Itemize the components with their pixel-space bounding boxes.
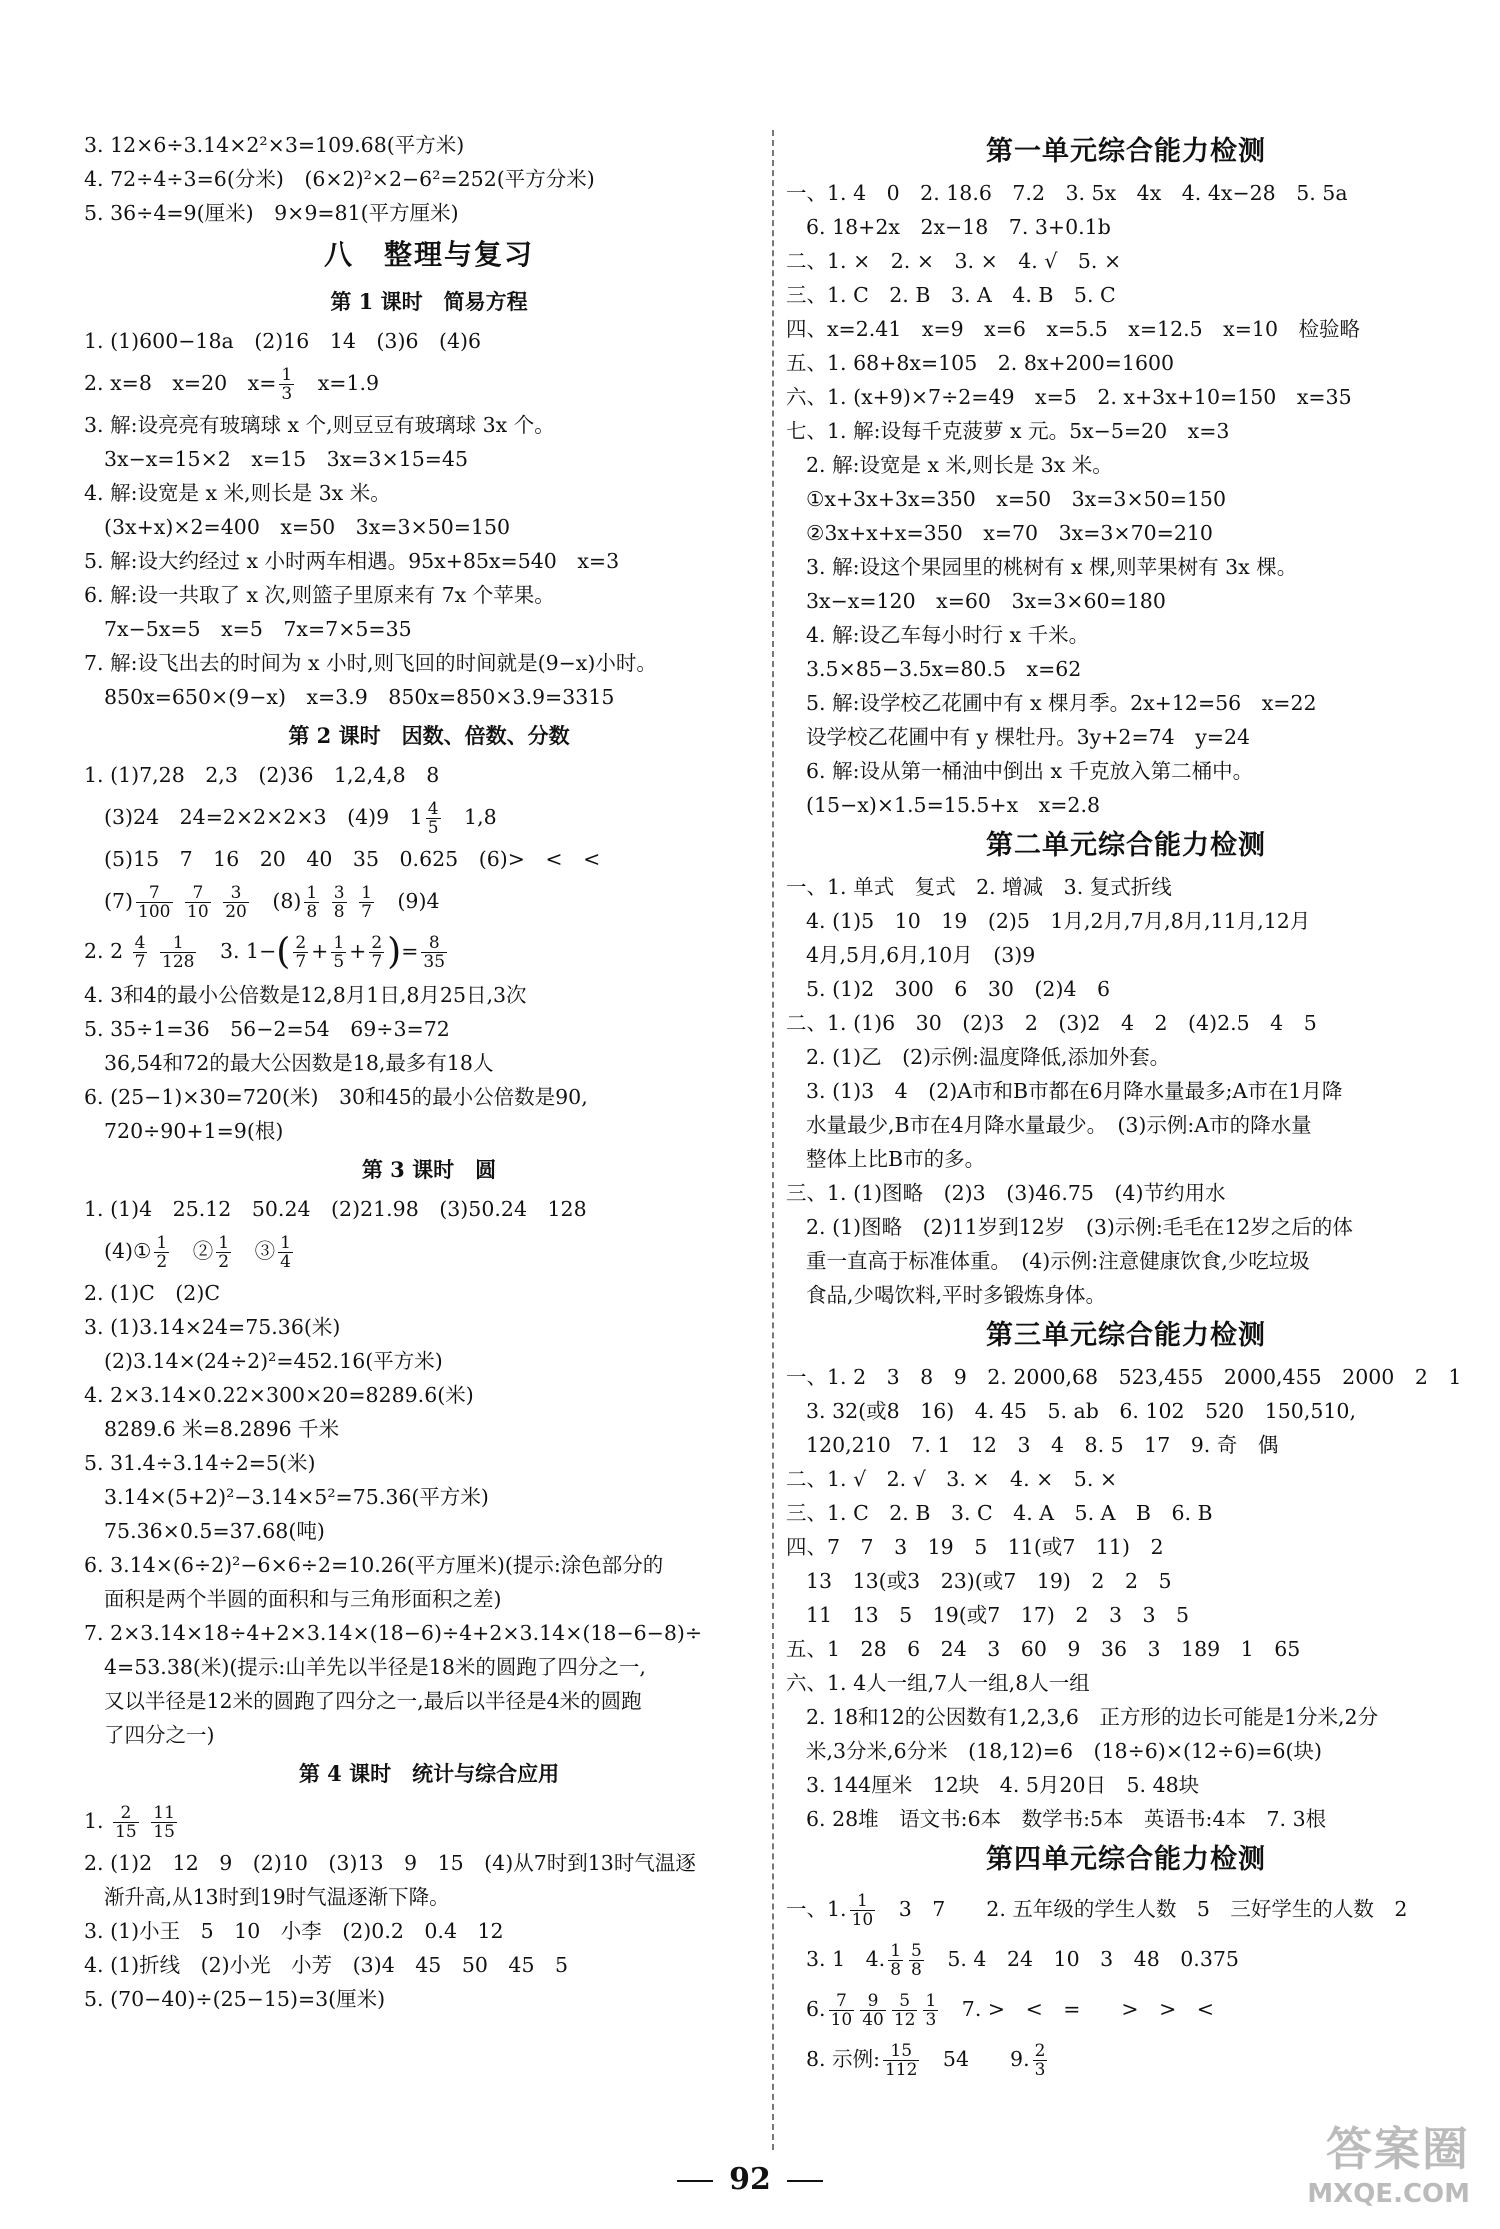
- operator: +: [311, 939, 329, 963]
- lesson-title: 第 4 课时 统计与综合应用: [298, 1760, 560, 1786]
- fraction: [888, 1942, 903, 1979]
- unit-answers: [786, 176, 1466, 822]
- answer-line: [84, 1796, 774, 1846]
- fraction: [332, 884, 347, 921]
- text-segment: (9)4: [376, 889, 440, 913]
- answer-line: (15−x)×1.5=15.5+x x=2.8: [806, 793, 1100, 817]
- text-segment: 3. 1 4.: [806, 1947, 886, 1971]
- answer-line: 设学校乙花圃中有 y 棵牡丹。3y+2=74 y=24: [806, 725, 1251, 749]
- unit-title: 第三单元综合能力检测: [986, 1320, 1266, 1351]
- fraction: [331, 934, 346, 971]
- answer-line: [84, 1226, 774, 1276]
- denominator: 15: [115, 1821, 137, 1842]
- numerator: 1: [156, 1232, 168, 1253]
- numerator: 7: [136, 884, 172, 903]
- answer-line: 渐升高,从13时到19时气温逐渐下降。: [104, 1884, 450, 1909]
- denominator: 2: [218, 1251, 230, 1272]
- fraction: [359, 884, 374, 921]
- answer-line: 3x−x=15×2 x=15 3x=3×15=45: [104, 447, 468, 471]
- denominator: 8: [911, 1960, 922, 1980]
- answer-line: [786, 1884, 1466, 1934]
- denominator: 7: [371, 952, 383, 972]
- answer-line: 4月,5月,6月,10月 (3)9: [806, 943, 1036, 967]
- numerator: 2: [371, 933, 383, 953]
- answer-line: 13 13(或3 23)(或7 19) 2 2 5: [806, 1569, 1172, 1593]
- answer-line: 5. 31.4÷3.14÷2=5(米): [84, 1450, 316, 1475]
- answer-line: 3.14×(5+2)²−3.14×5²=75.36(平方米): [104, 1484, 489, 1509]
- answer-line: 4=53.38(米)(提示:山羊先以半径是18米的圆跑了四分之一,: [104, 1654, 646, 1679]
- denominator: 3: [1034, 2060, 1046, 2080]
- text-segment: 1.: [84, 1808, 104, 1833]
- answer-line: 4. 3和4的最小公倍数是12,8月1日,8月25日,3次: [84, 982, 527, 1007]
- fraction: [151, 1804, 177, 1841]
- watermark-logo: [1307, 2113, 1470, 2209]
- watermark-text: 答案圈: [1326, 2122, 1470, 2176]
- answer-line: [84, 358, 774, 408]
- numerator: 1: [361, 883, 372, 903]
- answer-line: 5. (70−40)÷(25−15)=3(厘米): [84, 1986, 386, 2011]
- answer-line: 11 13 5 19(或7 17) 2 3 3 5: [806, 1603, 1190, 1627]
- numerator: 1: [218, 1232, 230, 1253]
- text-segment: ③: [234, 1238, 276, 1263]
- denominator: 7: [295, 952, 307, 972]
- answer-line: 3. 12×6÷3.14×2²×3=109.68(平方米): [84, 133, 465, 157]
- answer-line: 二、1. (1)6 30 (2)3 2 (3)2 4 2 (4)2.5 4 5: [786, 1011, 1317, 1035]
- numerator: 2: [295, 933, 307, 953]
- fraction: [223, 884, 249, 921]
- fraction: [1033, 2042, 1048, 2079]
- numerator: 8: [421, 934, 447, 953]
- denominator: 2: [156, 1251, 168, 1272]
- left-column: [84, 128, 774, 2016]
- fraction: [426, 800, 441, 837]
- numerator: 1: [280, 1232, 291, 1253]
- answer-line: 6. 解:设从第一桶油中倒出 x 千克放入第二桶中。: [806, 759, 1254, 783]
- answer-line: 六、1. 4人一组,7人一组,8人一组: [786, 1671, 1090, 1695]
- answer-line: 面积是两个半圆的面积和与三角形面积之差): [104, 1586, 502, 1611]
- answer-line: 5. (1)2 300 6 30 (2)4 6: [806, 977, 1111, 1001]
- answer-line: 5. 36÷4=9(厘米) 9×9=81(平方厘米): [84, 201, 459, 225]
- answer-line: [84, 876, 774, 926]
- answer-line: 水量最少,B市在4月降水量最少。 (3)示例:A市的降水量: [806, 1113, 1312, 1137]
- section-title: 八 整理与复习: [323, 238, 534, 271]
- answer-line: 一、1. 2 3 8 9 2. 2000,68 523,455 2000,455 2000 2 1: [786, 1365, 1462, 1389]
- denominator: 10: [830, 2010, 853, 2030]
- denominator: 15: [153, 1821, 175, 1842]
- numerator: 15: [883, 2042, 919, 2061]
- numerator: 11: [153, 1802, 175, 1823]
- numerator: 1: [850, 1892, 876, 1911]
- answer-line: 四、7 7 3 19 5 11(或7 11) 2: [786, 1535, 1164, 1559]
- text-segment: 3 7 2. 五年级的学生人数 5 三好学生的人数 2: [878, 1897, 1408, 1921]
- right-paren: ): [387, 931, 402, 973]
- page-number-text: 92: [729, 2162, 771, 2197]
- numerator: 9: [860, 1992, 886, 2011]
- answer-line: 6. 3.14×(6÷2)²−6×6÷2=10.26(平方厘米)(提示:涂色部分的: [84, 1552, 664, 1577]
- denominator: 35: [423, 952, 446, 972]
- unit-title: 第一单元综合能力检测: [986, 136, 1266, 167]
- answer-line: 一、1. 单式 复式 2. 增减 3. 复式折线: [786, 875, 1172, 899]
- numerator: 3: [223, 884, 249, 903]
- answer-line: (5)15 7 16 20 40 35 0.625 (6)> < <: [104, 847, 601, 871]
- answer-line: [786, 1984, 1466, 2034]
- denominator: 8: [890, 1960, 902, 1980]
- numerator: 5: [892, 1992, 918, 2011]
- answer-line: 整体上比B市的多。: [806, 1147, 986, 1171]
- page-number-dash: [787, 2180, 823, 2182]
- answer-line: 3. (1)3.14×24=75.36(米): [84, 1314, 341, 1339]
- answer-line: 又以半径是12米的圆跑了四分之一,最后以半径是4米的圆跑: [104, 1688, 642, 1713]
- answer-line: 5. 35÷1=36 56−2=54 69÷3=72: [84, 1016, 450, 1041]
- answer-line: 850x=650×(9−x) x=3.9 850x=850×3.9=3315: [104, 685, 615, 709]
- answer-line: 三、1. (1)图略 (2)3 (3)46.75 (4)节约用水: [786, 1181, 1226, 1205]
- fraction: [154, 1234, 169, 1271]
- numerator: 1: [281, 365, 293, 385]
- text-segment: 54 9.: [922, 2047, 1030, 2071]
- answer-line: (3x+x)×2=400 x=50 3x=3×50=150: [104, 515, 511, 539]
- answer-line: 三、1. C 2. B 3. C 4. A 5. A B 6. B: [786, 1501, 1213, 1525]
- answer-line: 二、1. √ 2. √ 3. × 4. × 5. ×: [786, 1467, 1118, 1491]
- denominator: 10: [851, 1910, 874, 1930]
- text-segment: 6.: [806, 1997, 826, 2021]
- fraction: [185, 884, 211, 921]
- fraction: [850, 1892, 876, 1929]
- answer-line: 3. 解:设这个果园里的桃树有 x 棵,则苹果树有 3x 棵。: [806, 555, 1298, 579]
- denominator: 20: [225, 902, 247, 922]
- text-segment: 3. 1−: [199, 939, 277, 963]
- fraction: [113, 1804, 139, 1841]
- answer-line: 2. 18和12的公因数有1,2,3,6 正方形的边长可能是1分米,2分: [806, 1705, 1379, 1729]
- numerator: 7: [185, 884, 211, 903]
- right-column: [786, 128, 1466, 2084]
- answer-line: 五、1 28 6 24 3 60 9 36 3 189 1 65: [786, 1637, 1301, 1661]
- answer-line: 6. 18+2x 2x−18 7. 3+0.1b: [806, 215, 1111, 239]
- numerator: 2: [113, 1804, 139, 1823]
- fraction: [160, 934, 196, 971]
- fraction: [369, 934, 384, 971]
- answer-line: [84, 926, 774, 978]
- answer-line: 米,3分米,6分米 (18,12)=6 (18÷6)×(12÷6)=6(块): [806, 1739, 1323, 1763]
- fraction: [216, 1234, 231, 1271]
- unit-title: 第二单元综合能力检测: [986, 830, 1266, 861]
- answer-line: [786, 1934, 1466, 1984]
- page-number: [0, 2162, 1500, 2197]
- answer-line: 8289.6 米=8.2896 千米: [104, 1416, 340, 1441]
- numerator: 7: [829, 1992, 855, 2011]
- answer-line: 6. 28堆 语文书:6本 数学书:5本 英语书:4本 7. 3根: [806, 1807, 1327, 1831]
- answer-line: 1. (1)600−18a (2)16 14 (3)6 (4)6: [84, 329, 482, 353]
- answer-line: 75.36×0.5=37.68(吨): [104, 1518, 325, 1543]
- answer-line: 4. (1)折线 (2)小光 小芳 (3)4 45 50 45 5: [84, 1952, 569, 1977]
- fraction: [304, 884, 319, 921]
- text-segment: (8): [251, 889, 302, 913]
- answer-line: ①x+3x+3x=350 x=50 3x=3×50=150: [806, 487, 1227, 511]
- answer-line: 7. 解:设飞出去的时间为 x 小时,则飞回的时间就是(9−x)小时。: [84, 651, 657, 675]
- denominator: 5: [427, 818, 439, 838]
- text-segment: 8. 示例:: [806, 2047, 880, 2071]
- answer-line: 36,54和72的最大公因数是18,最多有18人: [104, 1050, 494, 1075]
- lesson-title: 第 1 课时 简易方程: [330, 289, 528, 314]
- numerator: 1: [890, 1941, 902, 1961]
- denominator: 7: [134, 952, 146, 972]
- numerator: 4: [134, 933, 146, 953]
- denominator: 12: [893, 2010, 916, 2030]
- lesson-title: 第 2 课时 因数、倍数、分数: [288, 723, 570, 748]
- fraction: [133, 934, 148, 971]
- lesson-title: 第 3 课时 圆: [361, 1156, 497, 1182]
- answer-line: 4. 2×3.14×0.22×300×20=8289.6(米): [84, 1382, 474, 1407]
- denominator: 4: [280, 1251, 291, 1272]
- watermark-url: MXQE.COM: [1307, 2179, 1470, 2209]
- answer-line: 1. (1)7,28 2,3 (2)36 1,2,4,8 8: [84, 763, 440, 787]
- text-segment: 5. 4 24 10 3 48 0.375: [926, 1947, 1239, 1971]
- numerator: 3: [333, 883, 345, 903]
- answer-line: [786, 2034, 1466, 2084]
- answer-line: (2)3.14×(24÷2)²=452.16(平方米): [104, 1348, 443, 1373]
- answer-line: 重一直高于标准体重。 (4)示例:注意健康饮食,少吃垃圾: [806, 1249, 1310, 1273]
- text-segment: (4)①: [104, 1238, 152, 1263]
- fraction: [829, 1992, 855, 2029]
- denominator: 10: [187, 902, 209, 922]
- numerator: 1: [160, 934, 196, 953]
- answer-line: 3. (1)小王 5 10 小李 (2)0.2 0.4 12: [84, 1918, 504, 1943]
- denominator: 5: [333, 952, 345, 972]
- numerator: 1: [333, 933, 345, 953]
- fraction: [279, 366, 294, 403]
- text-segment: ②: [172, 1238, 214, 1263]
- numerator: 1: [306, 883, 318, 903]
- answer-line: 7x−5x=5 x=5 7x=7×5=35: [104, 617, 412, 641]
- answer-line: 二、1. × 2. × 3. × 4. √ 5. ×: [786, 249, 1122, 273]
- numerator: 1: [925, 1991, 937, 2011]
- fraction: [293, 934, 308, 971]
- fraction: [923, 1992, 938, 2029]
- fraction: [136, 884, 172, 921]
- answer-line: 食品,少喝饮料,平时多锻炼身体。: [806, 1283, 1107, 1307]
- denominator: 8: [333, 902, 345, 922]
- operator: =: [401, 939, 419, 963]
- answer-line: 2. 解:设宽是 x 米,则长是 3x 米。: [806, 453, 1113, 477]
- answer-line: 6. 解:设一共取了 x 次,则篮子里原来有 7x 个苹果。: [84, 583, 555, 607]
- answer-line: 4. 72÷4÷3=6(分米) (6×2)²×2−6²=252(平方分米): [84, 167, 595, 191]
- numerator: 5: [911, 1941, 922, 1961]
- answer-line: 2. (1)图略 (2)11岁到12岁 (3)示例:毛毛在12岁之后的体: [806, 1215, 1353, 1239]
- answer-line: 2. (1)2 12 9 (2)10 (3)13 9 15 (4)从7时到13时气温逐: [84, 1850, 696, 1875]
- denominator: 112: [884, 2060, 918, 2080]
- answer-line: 3. 144厘米 12块 4. 5月20日 5. 48块: [806, 1773, 1200, 1797]
- fraction: [421, 934, 447, 971]
- answer-line: 720÷90+1=9(根): [104, 1118, 284, 1143]
- answer-line: 4. (1)5 10 19 (2)5 1月,2月,7月,8月,11月,12月: [806, 909, 1311, 933]
- operator: +: [349, 939, 367, 963]
- answer-line: 4. 解:设宽是 x 米,则长是 3x 米。: [84, 481, 391, 505]
- text-segment: 一、1.: [786, 1897, 847, 1921]
- text-segment: 2. 2: [84, 939, 124, 963]
- answer-line: 2. (1)乙 (2)示例:温度降低,添加外套。: [806, 1045, 1171, 1069]
- answer-line: 六、1. (x+9)×7÷2=49 x=5 2. x+3x+10=150 x=35: [786, 385, 1352, 409]
- fraction: [883, 2042, 919, 2079]
- answer-line: [84, 792, 774, 842]
- fraction: [278, 1234, 293, 1271]
- text-segment: 7. > < = > > <: [941, 1997, 1214, 2021]
- numerator: 4: [427, 799, 439, 819]
- unit-title: 第四单元综合能力检测: [986, 1844, 1266, 1875]
- denominator: 40: [862, 2010, 884, 2030]
- text-segment: 1,8: [443, 805, 497, 829]
- answer-line: 4. 解:设乙车每小时行 x 千米。: [806, 623, 1090, 647]
- answer-line: 3. 解:设亮亮有玻璃球 x 个,则豆豆有玻璃球 3x 个。: [84, 413, 555, 437]
- denominator: 3: [281, 384, 293, 404]
- answer-line: 3. 32(或8 16) 4. 45 5. ab 6. 102 520 150,510,: [806, 1399, 1356, 1423]
- answer-line: 7. 2×3.14×18÷4+2×3.14×(18−6)÷4+2×3.14×(18−6−8)÷: [84, 1620, 703, 1645]
- answer-line: 四、x=2.41 x=9 x=6 x=5.5 x=12.5 x=10 检验略: [786, 317, 1360, 341]
- denominator: 7: [361, 902, 372, 922]
- denominator: 8: [306, 902, 318, 922]
- page-number-dash: [677, 2180, 713, 2182]
- fraction: [909, 1942, 924, 1979]
- text-segment: x=1.9: [297, 371, 380, 395]
- answer-line: 3. (1)3 4 (2)A市和B市都在6月降水量最多;A市在1月降: [806, 1079, 1343, 1103]
- text-segment: (3)24 24=2×2×2×3 (4)9 1: [104, 805, 423, 829]
- answer-line: 了四分之一): [104, 1722, 215, 1747]
- answer-line: 一、1. 4 0 2. 18.6 7.2 3. 5x 4x 4. 4x−28 5. 5a: [786, 181, 1348, 205]
- answer-line: 5. 解:设大约经过 x 小时两车相遇。95x+85x=540 x=3: [84, 549, 620, 573]
- answer-line: ②3x+x+x=350 x=70 3x=3×70=210: [806, 521, 1213, 545]
- numerator: 2: [1034, 2041, 1046, 2061]
- answer-line: 3.5×85−3.5x=80.5 x=62: [806, 657, 1082, 681]
- text-segment: 2. x=8 x=20 x=: [84, 371, 277, 395]
- denominator: 3: [925, 2010, 937, 2030]
- answer-line: 120,210 7. 1 12 3 4 8. 5 17 9. 奇 偶: [806, 1433, 1279, 1457]
- unit-answers: [786, 1360, 1466, 1836]
- denominator: 100: [138, 902, 171, 922]
- answer-line: 6. (25−1)×30=720(米) 30和45的最小公倍数是90,: [84, 1084, 588, 1109]
- text-segment: (7): [104, 889, 134, 913]
- answer-line: 七、1. 解:设每千克菠萝 x 元。5x−5=20 x=3: [786, 419, 1230, 443]
- answer-line: 3x−x=120 x=60 3x=3×60=180: [806, 589, 1166, 613]
- answer-line: 2. (1)C (2)C: [84, 1280, 221, 1305]
- denominator: 128: [162, 952, 195, 972]
- unit-answers: [786, 870, 1466, 1312]
- left-paren: (: [276, 931, 291, 973]
- answer-line: 5. 解:设学校乙花圃中有 x 棵月季。2x+12=56 x=22: [806, 691, 1317, 715]
- answer-line: 三、1. C 2. B 3. A 4. B 5. C: [786, 283, 1116, 307]
- fraction: [892, 1992, 918, 2029]
- answer-line: 五、1. 68+8x=105 2. 8x+200=1600: [786, 351, 1175, 375]
- answer-line: 1. (1)4 25.12 50.24 (2)21.98 (3)50.24 128: [84, 1196, 587, 1221]
- fraction: [860, 1992, 886, 2029]
